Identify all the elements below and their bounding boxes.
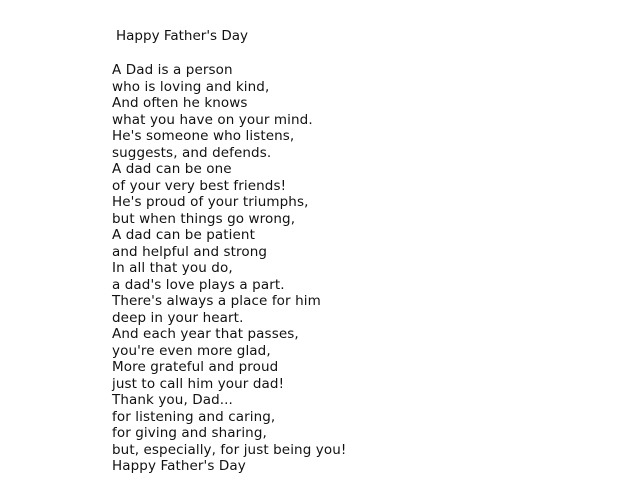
poem-line: A dad can be patient [112,227,255,243]
poem-line: a dad's love plays a part. [112,276,285,293]
poem-line: of your very best friends! [112,177,287,194]
poem-line: A Dad is a person [112,62,233,78]
poem-line: suggests, and defends. [112,144,272,161]
poem-line: He's someone who listens, [112,128,295,144]
poem-line: what you have on your mind. [112,111,313,128]
poem-line: And each year that passes, [112,326,299,342]
poem-line: A dad can be one [112,161,232,177]
poem-line: you're even more glad, [112,342,271,359]
poem-line: for giving and sharing, [112,425,267,441]
poem-line: and helpful and strong [112,243,268,260]
poem-line: And often he knows [112,95,248,111]
page-title: Happy Father's Day [116,28,249,44]
poem-line: Thank you, Dad... [112,392,233,408]
poem-line: just to call him your dad! [112,375,285,392]
poem-line: In all that you do, [112,260,233,276]
poem-line: He's proud of your triumphs, [112,194,309,210]
poem-line: who is loving and kind, [112,78,270,95]
poem-line: More grateful and proud [112,359,279,375]
poem-body [112,62,346,475]
poem-line: for listening and caring, [112,408,276,425]
poem-closing-line: Happy Father's Day [112,458,246,474]
poem-line: but when things go wrong, [112,210,296,227]
poem-line: deep in your heart. [112,309,244,326]
poem-line: There's always a place for him [112,293,321,309]
poem-line: but, especially, for just being you! [112,441,347,458]
